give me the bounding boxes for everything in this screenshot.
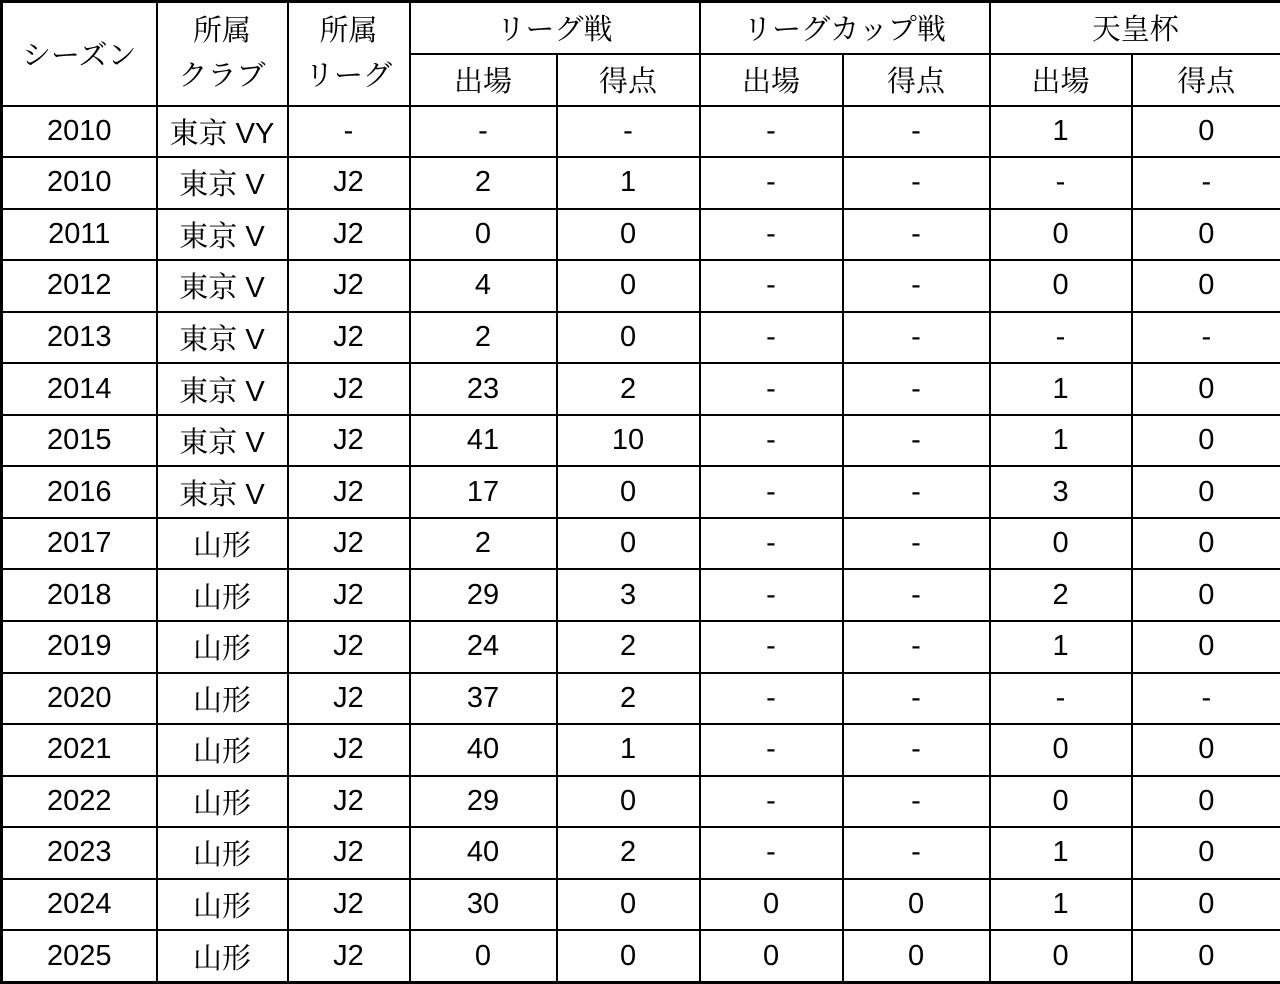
- cell-league: J2: [288, 879, 410, 931]
- cell-season: 2016: [2, 466, 157, 518]
- cell-league-cup-appearances: 0: [700, 930, 843, 982]
- table-row: [2, 879, 1280, 931]
- cell-league: J2: [288, 621, 410, 673]
- table-row: [2, 724, 1280, 776]
- cell-league-appearances: 2: [410, 312, 557, 364]
- cell-league-goals: -: [557, 106, 700, 158]
- table-row: [2, 930, 1280, 982]
- table-row: [2, 518, 1280, 570]
- cell-league: J2: [288, 157, 410, 209]
- cell-season: 2024: [2, 879, 157, 931]
- header-club-line2: クラブ: [178, 59, 266, 92]
- table-body: [2, 106, 1280, 983]
- cell-league: J2: [288, 673, 410, 725]
- cell-league-goals: 0: [557, 776, 700, 828]
- header-league: [288, 2, 410, 106]
- cell-season: 2020: [2, 673, 157, 725]
- table-row: [2, 827, 1280, 879]
- cell-league-cup-appearances: 0: [700, 879, 843, 931]
- cell-league-goals: 2: [557, 621, 700, 673]
- cell-emperors-cup-goals: 0: [1132, 209, 1280, 261]
- cell-club: 東京 V: [157, 466, 288, 518]
- cell-league-goals: 0: [557, 518, 700, 570]
- cell-league-cup-goals: -: [843, 312, 990, 364]
- cell-league-appearances: 41: [410, 415, 557, 467]
- cell-league: J2: [288, 466, 410, 518]
- cell-emperors-cup-goals: -: [1132, 673, 1280, 725]
- cell-league-cup-appearances: -: [700, 260, 843, 312]
- cell-club: 山形: [157, 930, 288, 982]
- subheader-league-goals: 得点: [557, 54, 700, 106]
- cell-league-appearances: 37: [410, 673, 557, 725]
- subheader-league-cup-goals: 得点: [843, 54, 990, 106]
- cell-league-appearances: 30: [410, 879, 557, 931]
- cell-season: 2015: [2, 415, 157, 467]
- cell-club: 山形: [157, 776, 288, 828]
- table-row: [2, 312, 1280, 364]
- cell-league-cup-goals: -: [843, 724, 990, 776]
- cell-club: 東京 V: [157, 363, 288, 415]
- cell-season: 2018: [2, 569, 157, 621]
- cell-league-appearances: 17: [410, 466, 557, 518]
- header-club-line1: 所属: [192, 14, 251, 47]
- table-row: [2, 157, 1280, 209]
- cell-league-goals: 2: [557, 827, 700, 879]
- cell-league-cup-goals: -: [843, 776, 990, 828]
- cell-club: 山形: [157, 518, 288, 570]
- table-row: [2, 673, 1280, 725]
- cell-league: J2: [288, 260, 410, 312]
- cell-league-cup-goals: -: [843, 415, 990, 467]
- table-row: [2, 415, 1280, 467]
- cell-emperors-cup-appearances: -: [990, 157, 1132, 209]
- cell-season: 2012: [2, 260, 157, 312]
- cell-league: J2: [288, 776, 410, 828]
- cell-league-cup-appearances: -: [700, 724, 843, 776]
- subheader-emperors-cup-appearances: 出場: [990, 54, 1132, 106]
- cell-league-cup-appearances: -: [700, 312, 843, 364]
- cell-league: J2: [288, 209, 410, 261]
- cell-emperors-cup-appearances: 1: [990, 415, 1132, 467]
- header-league-line2: リーグ: [304, 59, 392, 92]
- table-row: [2, 466, 1280, 518]
- cell-club: 山形: [157, 827, 288, 879]
- cell-league-goals: 0: [557, 312, 700, 364]
- cell-league-cup-goals: -: [843, 363, 990, 415]
- cell-emperors-cup-goals: 0: [1132, 260, 1280, 312]
- cell-emperors-cup-appearances: 3: [990, 466, 1132, 518]
- cell-emperors-cup-appearances: 0: [990, 930, 1132, 982]
- cell-league-appearances: 2: [410, 157, 557, 209]
- cell-club: 山形: [157, 621, 288, 673]
- cell-league: J2: [288, 827, 410, 879]
- cell-league: J2: [288, 724, 410, 776]
- cell-league-cup-appearances: -: [700, 415, 843, 467]
- table-row: [2, 621, 1280, 673]
- cell-league-cup-goals: -: [843, 260, 990, 312]
- cell-league: J2: [288, 930, 410, 982]
- cell-season: 2014: [2, 363, 157, 415]
- table-row: [2, 363, 1280, 415]
- cell-league-appearances: 4: [410, 260, 557, 312]
- cell-league-appearances: 29: [410, 776, 557, 828]
- cell-emperors-cup-goals: 0: [1132, 879, 1280, 931]
- cell-emperors-cup-appearances: 1: [990, 879, 1132, 931]
- cell-league-appearances: 24: [410, 621, 557, 673]
- cell-league-goals: 0: [557, 879, 700, 931]
- cell-league-cup-appearances: -: [700, 827, 843, 879]
- cell-season: 2019: [2, 621, 157, 673]
- cell-league-appearances: -: [410, 106, 557, 158]
- cell-club: 山形: [157, 569, 288, 621]
- cell-emperors-cup-goals: -: [1132, 157, 1280, 209]
- cell-emperors-cup-goals: 0: [1132, 363, 1280, 415]
- cell-league-cup-appearances: -: [700, 621, 843, 673]
- cell-league-appearances: 40: [410, 827, 557, 879]
- cell-club: 東京 V: [157, 312, 288, 364]
- cell-season: 2017: [2, 518, 157, 570]
- cell-season: 2010: [2, 106, 157, 158]
- cell-season: 2022: [2, 776, 157, 828]
- cell-league-cup-goals: 0: [843, 930, 990, 982]
- cell-emperors-cup-goals: 0: [1132, 827, 1280, 879]
- cell-league: J2: [288, 363, 410, 415]
- cell-emperors-cup-appearances: -: [990, 673, 1132, 725]
- cell-emperors-cup-appearances: -: [990, 312, 1132, 364]
- cell-season: 2023: [2, 827, 157, 879]
- cell-emperors-cup-appearances: 1: [990, 363, 1132, 415]
- cell-league-goals: 0: [557, 209, 700, 261]
- table-row: [2, 776, 1280, 828]
- cell-league: J2: [288, 312, 410, 364]
- cell-league-cup-appearances: -: [700, 776, 843, 828]
- cell-season: 2013: [2, 312, 157, 364]
- subheader-league-cup-appearances: 出場: [700, 54, 843, 106]
- cell-emperors-cup-goals: -: [1132, 312, 1280, 364]
- cell-league-cup-appearances: -: [700, 106, 843, 158]
- cell-emperors-cup-goals: 0: [1132, 415, 1280, 467]
- cell-league-goals: 0: [557, 466, 700, 518]
- cell-club: 東京 V: [157, 209, 288, 261]
- cell-league-cup-appearances: -: [700, 673, 843, 725]
- cell-league-goals: 1: [557, 724, 700, 776]
- cell-season: 2025: [2, 930, 157, 982]
- header-season: シーズン: [2, 2, 157, 106]
- cell-club: 東京 V: [157, 415, 288, 467]
- cell-emperors-cup-goals: 0: [1132, 776, 1280, 828]
- cell-emperors-cup-appearances: 0: [990, 724, 1132, 776]
- cell-league-cup-appearances: -: [700, 518, 843, 570]
- table-row: [2, 209, 1280, 261]
- cell-club: 山形: [157, 673, 288, 725]
- cell-emperors-cup-appearances: 2: [990, 569, 1132, 621]
- header-group-league-cup: リーグカップ戦: [700, 2, 990, 54]
- cell-emperors-cup-appearances: 0: [990, 518, 1132, 570]
- header-group-league-matches: リーグ戦: [410, 2, 700, 54]
- cell-league-goals: 0: [557, 260, 700, 312]
- cell-league-cup-goals: 0: [843, 879, 990, 931]
- cell-league-appearances: 40: [410, 724, 557, 776]
- cell-league-cup-goals: -: [843, 673, 990, 725]
- table-row: [2, 569, 1280, 621]
- cell-emperors-cup-appearances: 1: [990, 827, 1132, 879]
- cell-league-appearances: 23: [410, 363, 557, 415]
- cell-league-cup-appearances: -: [700, 363, 843, 415]
- cell-emperors-cup-goals: 0: [1132, 724, 1280, 776]
- cell-emperors-cup-appearances: 1: [990, 621, 1132, 673]
- cell-club: 東京 V: [157, 157, 288, 209]
- cell-emperors-cup-goals: 0: [1132, 569, 1280, 621]
- subheader-emperors-cup-goals: 得点: [1132, 54, 1280, 106]
- cell-emperors-cup-goals: 0: [1132, 930, 1280, 982]
- cell-league-cup-goals: -: [843, 621, 990, 673]
- cell-league-goals: 3: [557, 569, 700, 621]
- cell-league-cup-goals: -: [843, 518, 990, 570]
- cell-league-cup-appearances: -: [700, 157, 843, 209]
- cell-league-cup-appearances: -: [700, 209, 843, 261]
- cell-league-goals: 2: [557, 363, 700, 415]
- table-header: [2, 2, 1280, 106]
- cell-emperors-cup-goals: 0: [1132, 106, 1280, 158]
- cell-league: -: [288, 106, 410, 158]
- cell-league-goals: 2: [557, 673, 700, 725]
- cell-emperors-cup-appearances: 0: [990, 260, 1132, 312]
- subheader-league-appearances: 出場: [410, 54, 557, 106]
- cell-league: J2: [288, 569, 410, 621]
- cell-league-appearances: 0: [410, 209, 557, 261]
- cell-league: J2: [288, 518, 410, 570]
- cell-league-goals: 10: [557, 415, 700, 467]
- header-group-row: [2, 2, 1280, 54]
- cell-league-cup-goals: -: [843, 466, 990, 518]
- cell-league-goals: 1: [557, 157, 700, 209]
- cell-league-cup-goals: -: [843, 106, 990, 158]
- cell-club: 東京 V: [157, 260, 288, 312]
- cell-league-cup-goals: -: [843, 569, 990, 621]
- cell-league-cup-goals: -: [843, 157, 990, 209]
- cell-club: 山形: [157, 879, 288, 931]
- cell-emperors-cup-goals: 0: [1132, 518, 1280, 570]
- cell-league-appearances: 0: [410, 930, 557, 982]
- cell-league-cup-goals: -: [843, 827, 990, 879]
- cell-emperors-cup-goals: 0: [1132, 621, 1280, 673]
- cell-league: J2: [288, 415, 410, 467]
- cell-emperors-cup-appearances: 1: [990, 106, 1132, 158]
- header-league-line1: 所属: [319, 14, 378, 47]
- cell-league-appearances: 2: [410, 518, 557, 570]
- table-row: [2, 260, 1280, 312]
- header-group-emperors-cup: 天皇杯: [990, 2, 1280, 54]
- cell-emperors-cup-appearances: 0: [990, 776, 1132, 828]
- cell-club: 山形: [157, 724, 288, 776]
- table-row: [2, 106, 1280, 158]
- cell-emperors-cup-goals: 0: [1132, 466, 1280, 518]
- cell-club: 東京 VY: [157, 106, 288, 158]
- cell-emperors-cup-appearances: 0: [990, 209, 1132, 261]
- cell-season: 2010: [2, 157, 157, 209]
- cell-league-cup-appearances: -: [700, 466, 843, 518]
- cell-season: 2021: [2, 724, 157, 776]
- cell-league-cup-appearances: -: [700, 569, 843, 621]
- cell-league-goals: 0: [557, 930, 700, 982]
- cell-season: 2011: [2, 209, 157, 261]
- header-club: [157, 2, 288, 106]
- cell-league-cup-goals: -: [843, 209, 990, 261]
- cell-league-appearances: 29: [410, 569, 557, 621]
